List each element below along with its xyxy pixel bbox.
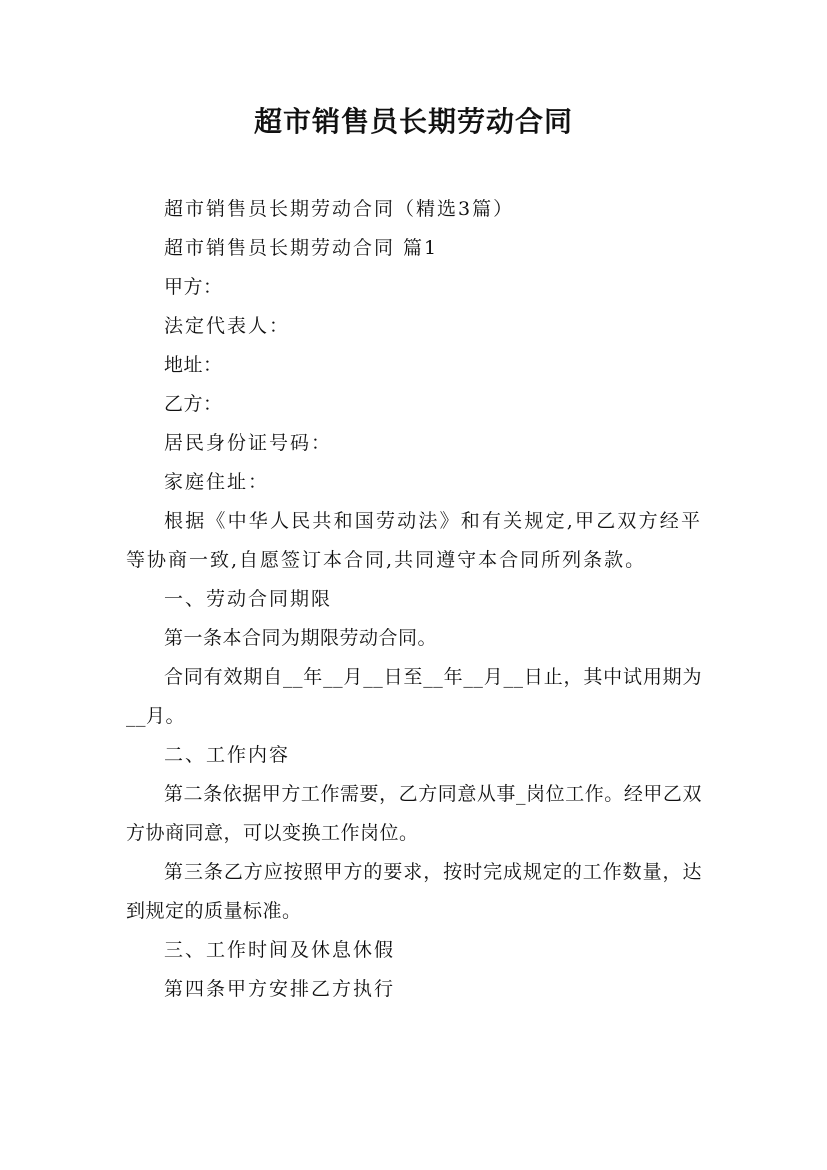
paragraph-heading-work-hours: 三、工作时间及休息休假	[164, 939, 396, 961]
paragraph-home-address: 家庭住址：	[164, 471, 270, 493]
paragraph-party-a: 甲方：	[164, 276, 223, 298]
paragraph-article-1: 第一条本合同为期限劳动合同。	[164, 627, 438, 649]
paragraph-address: 地址：	[164, 354, 223, 376]
paragraph-article-4: 第四条甲方安排乙方执行	[164, 978, 396, 1000]
paragraph-preamble: 根据《中华人民共和国劳动法》和有关规定,甲乙双方经平等协商一致,自愿签订本合同,共同遵守本合同所列条款。	[126, 510, 702, 571]
paragraph-party-b: 乙方：	[164, 393, 223, 415]
paragraph-legal-representative: 法定代表人：	[164, 315, 291, 337]
paragraph-article-2: 第二条依据甲方工作需要，乙方同意从事_岗位工作。经甲乙双方协商同意，可以变换工作岗位。	[126, 783, 702, 844]
paragraph-validity-period: 合同有效期自__年__月__日至__年__月__日止，其中试用期为__月。	[126, 666, 702, 727]
document-title: 超市销售员长期劳动合同	[253, 105, 573, 138]
document-body	[126, 190, 702, 1009]
paragraph-id-number: 居民身份证号码：	[164, 432, 333, 454]
paragraph-subtitle: 超市销售员长期劳动合同（精选3篇）	[164, 198, 515, 220]
paragraph-heading-work-content: 二、工作内容	[164, 744, 291, 766]
paragraph-section-heading: 超市销售员长期劳动合同 篇1	[164, 237, 439, 259]
paragraph-heading-term: 一、劳动合同期限	[164, 588, 333, 610]
paragraph-article-3: 第三条乙方应按照甲方的要求，按时完成规定的工作数量，达到规定的质量标准。	[126, 861, 702, 922]
